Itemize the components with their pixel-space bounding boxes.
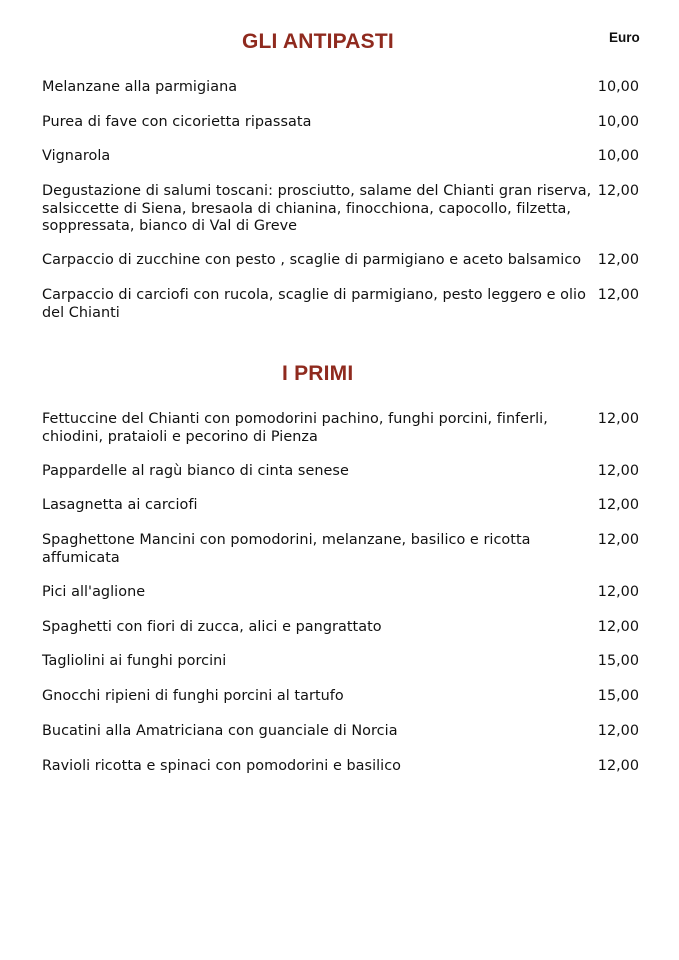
item-name: Lasagnetta ai carciofi <box>42 497 198 513</box>
menu-item <box>42 183 639 236</box>
menu-item <box>42 114 639 132</box>
menu-item <box>42 688 639 706</box>
item-price: 12,00 <box>597 411 639 427</box>
item-price: 12,00 <box>597 758 639 774</box>
menu-item <box>42 411 639 446</box>
item-name: Spaghettone Mancini con pomodorini, melanzane, basilico e ricotta affumicata <box>42 532 531 566</box>
menu-item <box>42 79 639 97</box>
menu-item <box>42 287 639 322</box>
item-price: 15,00 <box>597 653 639 669</box>
item-price: 12,00 <box>597 532 639 548</box>
item-price: 12,00 <box>597 463 639 479</box>
item-price: 12,00 <box>597 287 639 303</box>
menu-item <box>42 584 639 602</box>
item-price: 12,00 <box>597 723 639 739</box>
menu-item <box>42 497 639 515</box>
primi-title: I PRIMI <box>282 362 354 385</box>
item-price: 12,00 <box>597 252 639 268</box>
item-price: 12,00 <box>597 619 639 635</box>
item-name: Carpaccio di zucchine con pesto , scaglie di parmigiano e aceto balsamico <box>42 252 582 268</box>
item-name: Melanzane alla parmigiana <box>42 79 238 95</box>
currency-label: Euro <box>609 30 640 45</box>
item-price: 12,00 <box>597 183 639 199</box>
item-name: Tagliolini ai funghi porcini <box>42 653 227 669</box>
menu-item <box>42 758 639 776</box>
item-price: 12,00 <box>597 584 639 600</box>
item-price: 10,00 <box>597 114 639 130</box>
item-name: Gnocchi ripieni di funghi porcini al tartufo <box>42 688 344 704</box>
item-name: Vignarola <box>42 148 111 164</box>
item-name: Ravioli ricotta e spinaci con pomodorini e basilico <box>42 758 402 774</box>
item-name: Pici all'aglione <box>42 584 146 600</box>
item-price: 10,00 <box>597 79 639 95</box>
item-name: Purea di fave con cicorietta ripassata <box>42 114 312 130</box>
item-name: Pappardelle al ragù bianco di cinta senese <box>42 463 349 479</box>
item-price: 10,00 <box>597 148 639 164</box>
menu-item <box>42 463 639 481</box>
item-name: Bucatini alla Amatriciana con guanciale di Norcia <box>42 723 398 739</box>
item-price: 12,00 <box>597 497 639 513</box>
antipasti-title: GLI ANTIPASTI <box>242 30 394 53</box>
menu-item <box>42 532 639 567</box>
menu-item <box>42 148 639 166</box>
item-name: Carpaccio di carciofi con rucola, scaglie di parmigiano, pesto leggero e olio del Chianti <box>42 287 586 321</box>
item-name: Degustazione di salumi toscani: prosciutto, salame del Chianti gran riserva, salsiccette di Siena, bresaola di chianina, finocchiona, capocollo, filzetta, soppressata, bianco di Val di Greve <box>42 183 592 234</box>
item-price: 15,00 <box>597 688 639 704</box>
item-name: Fettuccine del Chianti con pomodorini pachino, funghi porcini, finferli, chiodini, prataioli e pecorino di Pienza <box>42 411 548 445</box>
item-name: Spaghetti con fiori di zucca, alici e pangrattato <box>42 619 382 635</box>
menu-item <box>42 619 639 637</box>
menu-item <box>42 653 639 671</box>
menu-item <box>42 723 639 741</box>
menu-item <box>42 252 639 270</box>
